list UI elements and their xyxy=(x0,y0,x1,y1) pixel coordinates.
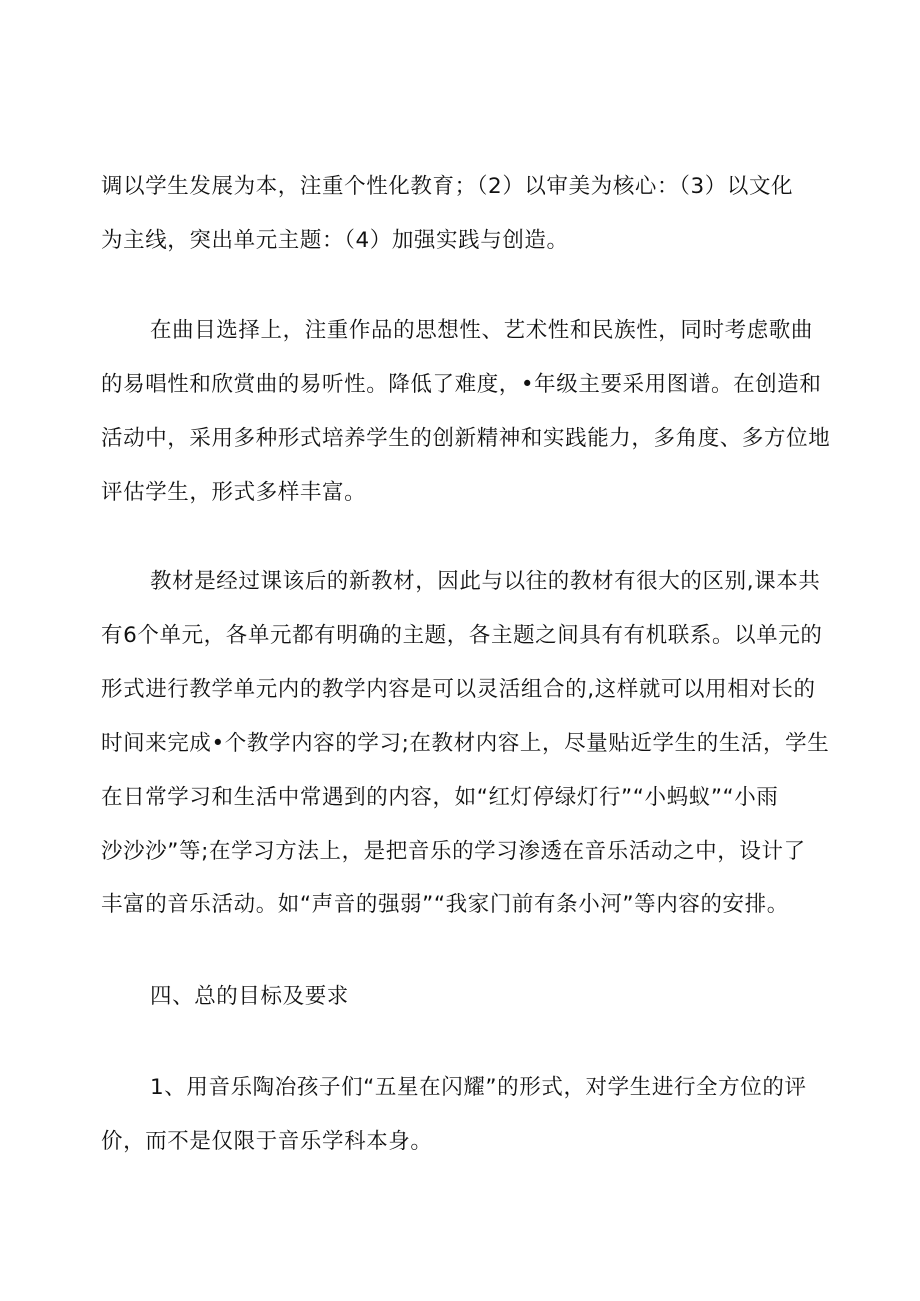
paragraph-3-line-4: 时间来完成•个教学内容的学习;在教材内容上，尽量贴近学生的生活，学生 xyxy=(101,731,830,756)
paragraph-3-line-3: 形式进行教学单元内的教学内容是可以灵活组合的,这样就可以用相对长的 xyxy=(101,677,816,702)
paragraph-2-line-3: 活动中，采用多种形式培养学生的创新精神和实践能力，多角度、多方位地 xyxy=(101,426,831,451)
paragraph-4-line-1: 1、用音乐陶冶孩子们“五星在闪耀”的形式，对学生进行全方位的评 xyxy=(150,1075,807,1100)
paragraph-1-line-2: 为主线，突出单元主题：（4）加强实践与创造。 xyxy=(101,228,569,253)
paragraph-2-line-1: 在曲目选择上，注重作品的思想性、艺术性和民族性，同时考虑歌曲 xyxy=(150,318,814,343)
paragraph-3-line-6: 沙沙沙”等;在学习方法上，是把音乐的学习渗透在音乐活动之中，设计了 xyxy=(101,839,806,864)
paragraph-4-line-2: 价，而不是仅限于音乐学科本身。 xyxy=(101,1129,433,1154)
paragraph-2-line-2: 的易唱性和欣赏曲的易听性。降低了难度，•年级主要采用图谱。在创造和 xyxy=(101,372,822,397)
paragraph-3-line-7: 丰富的音乐活动。如“声音的强弱”“我家门前有条小河”等内容的安排。 xyxy=(101,892,789,917)
paragraph-3-line-1: 教材是经过课该后的新教材，因此与以往的教材有很大的区别,课本共 xyxy=(150,569,821,594)
paragraph-3-line-5: 在日常学习和生活中常遇到的内容，如“红灯停绿灯行”“小蚂蚁”“小雨 xyxy=(101,785,779,810)
section-heading: 四、总的目标及要求 xyxy=(150,984,349,1009)
paragraph-3-line-2: 有6个单元，各单元都有明确的主题，各主题之间具有有机联系。以单元的 xyxy=(101,623,823,648)
paragraph-1-line-1: 调以学生发展为本，注重个性化教育；（2）以审美为核心：（3）以文化 xyxy=(101,174,794,199)
paragraph-2-line-4: 评估学生，形式多样丰富。 xyxy=(101,480,367,505)
